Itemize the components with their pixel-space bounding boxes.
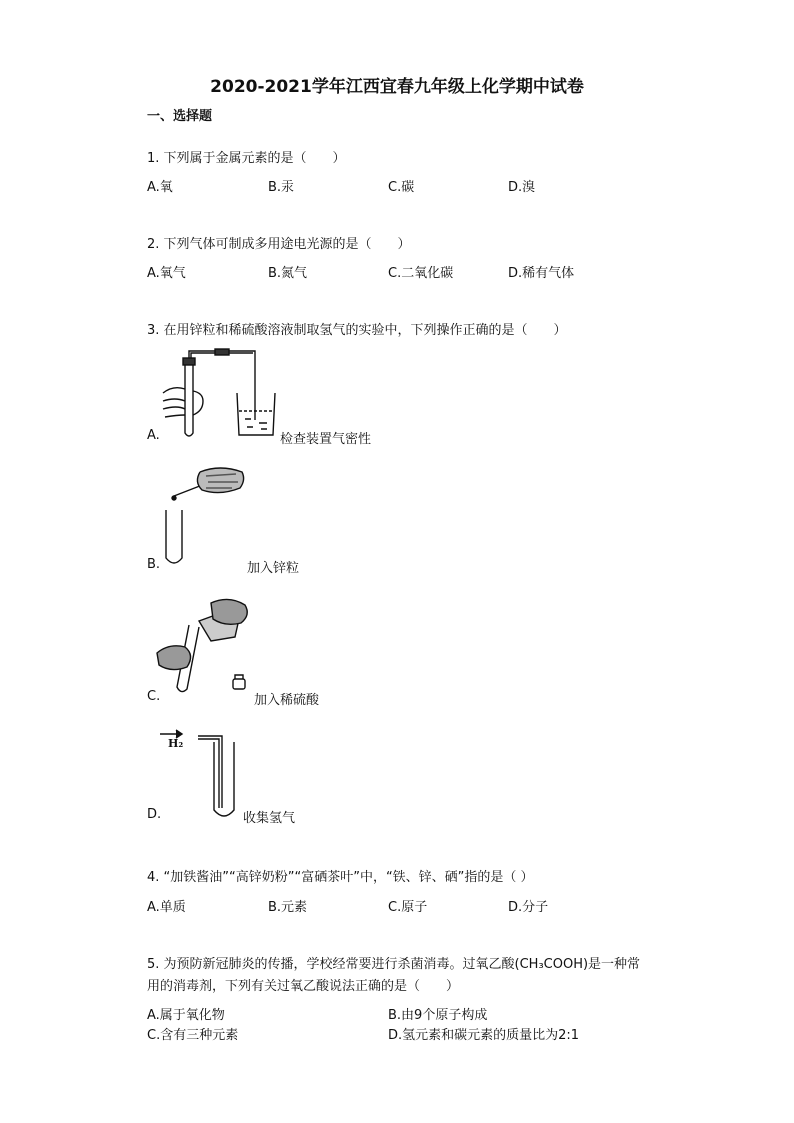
question-1-option-a: A.氧	[147, 180, 173, 195]
question-3-option-d-caption: 收集氢气	[243, 811, 296, 826]
question-5-option-a: A.属于氧化物	[147, 1008, 225, 1023]
airtightness-check-figure	[155, 345, 285, 440]
question-4-option-d: D.分子	[508, 900, 549, 915]
question-1-option-b: B.汞	[268, 180, 295, 195]
question-2-option-d: D.稀有气体	[508, 266, 575, 281]
question-5-option-c: C.含有三种元素	[147, 1028, 239, 1043]
question-2-option-c: C.二氧化碳	[388, 266, 454, 281]
question-5-stem-line-1: 5. 为预防新冠肺炎的传播，学校经常要进行杀菌消毒。过氧乙酸(CH₃COOH)是一种常	[147, 957, 641, 972]
question-3-option-a-caption: 检查装置气密性	[280, 432, 372, 447]
question-4-option-c: C.原子	[388, 900, 428, 915]
adding-acid-figure	[155, 597, 255, 697]
question-3-stem: 3. 在用锌粒和稀硫酸溶液制取氢气的实验中，下列操作正确的是（ ）	[147, 323, 567, 338]
question-4-stem: 4. “加铁酱油”“高锌奶粉”“富硒茶叶”中，“铁、锌、硒”指的是（ ）	[147, 870, 534, 885]
question-3-option-d-letter: D.	[147, 807, 162, 822]
question-5-option-b: B.由9个原子构成	[388, 1008, 488, 1023]
question-2-option-b: B.氮气	[268, 266, 308, 281]
question-3-option-a-letter: A.	[147, 428, 160, 443]
question-3-option-c-letter: C.	[147, 689, 161, 704]
page-title: 2020-2021学年江西宜春九年级上化学期中试卷	[210, 77, 584, 97]
question-2-stem: 2. 下列气体可制成多用途电光源的是（ ）	[147, 237, 411, 252]
question-1-stem: 1. 下列属于金属元素的是（ ）	[147, 151, 346, 166]
hydrogen-gas-label: H₂	[168, 737, 184, 750]
question-4-option-b: B.元素	[268, 900, 308, 915]
question-5-option-d: D.氢元素和碳元素的质量比为2:1	[388, 1028, 580, 1043]
question-3-option-b-caption: 加入锌粒	[247, 561, 300, 576]
question-1-option-c: C.碳	[388, 180, 415, 195]
adding-zinc-figure	[160, 462, 250, 567]
question-5-stem-line-2: 用的消毒剂，下列有关过氧乙酸说法正确的是（ ）	[147, 979, 460, 994]
question-1-option-d: D.溴	[508, 180, 536, 195]
question-3-option-c-caption: 加入稀硫酸	[254, 693, 320, 708]
question-4-option-a: A.单质	[147, 900, 186, 915]
question-3-option-b-letter: B.	[147, 557, 161, 572]
question-2-option-a: A.氧气	[147, 266, 186, 281]
section-heading: 一、选择题	[147, 109, 213, 124]
